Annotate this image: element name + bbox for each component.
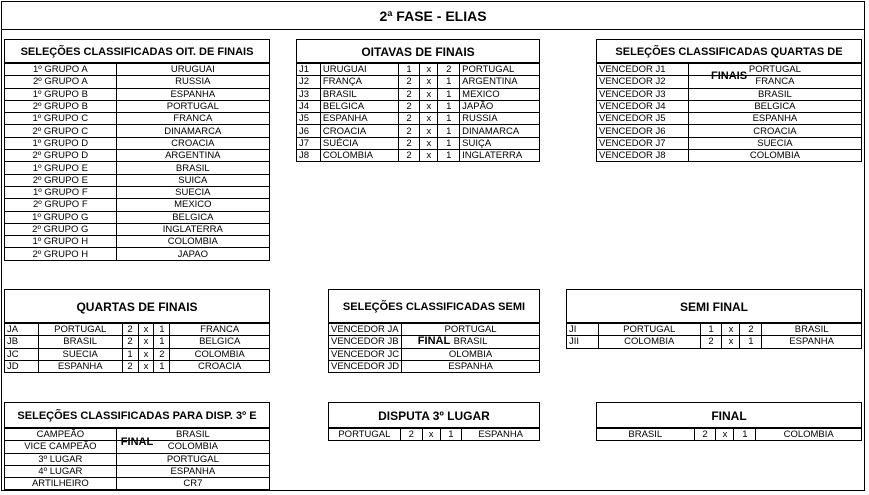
table-row	[5, 137, 270, 149]
match-home-score: 2	[122, 360, 138, 372]
match-id: JI	[567, 324, 599, 336]
page-title: 2ª FASE - ELIAS	[2, 3, 864, 30]
team-name: MEXICO	[116, 199, 269, 211]
team-name: BRASIL	[688, 88, 861, 100]
match-away: JAPÃO	[460, 100, 540, 112]
team-name: ESPANHA	[116, 465, 269, 477]
team-name: COLOMBIA	[116, 441, 269, 453]
match-home-score: 2	[398, 88, 420, 100]
table-row	[5, 100, 270, 112]
team-name: INGLATERRA	[116, 223, 269, 235]
winner-label: VENCEDOR J5	[597, 113, 689, 125]
winner-label: VENCEDOR J3	[597, 88, 689, 100]
match-away: RUSSIA	[460, 113, 540, 125]
placement-label: CAMPEÃO	[5, 429, 117, 441]
group-position: 2º GRUPO A	[5, 76, 117, 88]
team-name: PORTUGAL	[688, 64, 861, 76]
match-home-score: 2	[700, 336, 722, 348]
match-id: J5	[297, 113, 321, 125]
group-position: 1º GRUPO E	[5, 162, 117, 174]
semi-final-panel	[566, 289, 862, 349]
group-position: 2º GRUPO G	[5, 223, 117, 235]
match-home: FRANÇA	[320, 76, 398, 88]
table-row	[5, 125, 270, 137]
match-away-score: 1	[438, 125, 460, 137]
table-row	[5, 348, 270, 360]
match-id: J7	[297, 137, 321, 149]
match-away: COLOMBIA	[756, 429, 862, 441]
placement-label: 3º LUGAR	[5, 453, 117, 465]
match-versus: x	[138, 348, 154, 360]
table-row	[5, 199, 270, 211]
team-name: BRASIL	[116, 162, 269, 174]
team-name: SUICA	[116, 174, 269, 186]
table-row	[597, 125, 862, 137]
winner-label: VENCEDOR JD	[329, 360, 402, 372]
table-row	[597, 137, 862, 149]
quarter-finals-table	[4, 323, 270, 373]
table-row	[597, 88, 862, 100]
quarter-finals-title: QUARTAS DE FINAIS	[4, 289, 270, 323]
group-qualified-panel	[4, 39, 270, 261]
semi-final-table	[566, 323, 862, 349]
team-name: BRASIL	[402, 336, 540, 348]
match-home-score: 2	[122, 336, 138, 348]
group-position: 2º GRUPO B	[5, 100, 117, 112]
group-position: 1º GRUPO G	[5, 211, 117, 223]
match-home-score: 2	[398, 125, 420, 137]
match-home-score: 2	[398, 76, 420, 88]
match-home: PORTUGAL	[329, 429, 401, 441]
round-of-16-table	[296, 63, 540, 162]
placement-label: 4º LUGAR	[5, 465, 117, 477]
team-name: ARGENTINA	[116, 150, 269, 162]
table-row	[5, 150, 270, 162]
match-versus: x	[138, 324, 154, 336]
match-away: ESPANHA	[762, 336, 862, 348]
qf-qualified-panel	[596, 39, 862, 162]
table-row	[297, 88, 540, 100]
match-home-score: 2	[694, 429, 716, 441]
match-away: BELGICA	[170, 336, 270, 348]
group-position: 2º GRUPO E	[5, 174, 117, 186]
table-row	[567, 336, 862, 348]
group-position: 2º GRUPO F	[5, 199, 117, 211]
winner-label: VENCEDOR J4	[597, 100, 689, 112]
third-place-table	[328, 428, 540, 441]
match-away-score: 1	[438, 137, 460, 149]
team-name: DINAMARCA	[116, 125, 269, 137]
team-name: CROACIA	[688, 125, 861, 137]
table-row	[5, 336, 270, 348]
table-row	[5, 76, 270, 88]
table-row	[5, 113, 270, 125]
match-home: PORTUGAL	[38, 324, 122, 336]
match-versus: x	[420, 76, 438, 88]
team-name: ESPANHA	[402, 360, 540, 372]
match-versus: x	[722, 336, 740, 348]
match-away-score: 1	[440, 429, 462, 441]
team-name: BRASIL	[116, 429, 269, 441]
table-row	[5, 223, 270, 235]
table-row	[5, 162, 270, 174]
winner-label: VENCEDOR J1	[597, 64, 689, 76]
group-position: 1º GRUPO H	[5, 236, 117, 248]
table-row	[297, 113, 540, 125]
match-away: DINAMARCA	[460, 125, 540, 137]
quarter-finals-panel	[4, 289, 270, 373]
match-home: BELGICA	[320, 100, 398, 112]
match-away: MEXICO	[460, 88, 540, 100]
match-away-score: 2	[438, 64, 460, 76]
match-away: ARGENTINA	[460, 76, 540, 88]
table-row	[567, 324, 862, 336]
team-name: CR7	[116, 478, 269, 490]
match-away: ESPANHA	[462, 429, 540, 441]
team-name: FRANCA	[688, 76, 861, 88]
match-home: ESPANHA	[38, 360, 122, 372]
match-home: BRASIL	[38, 336, 122, 348]
team-name: ESPANHA	[688, 113, 861, 125]
match-versus: x	[420, 88, 438, 100]
match-away-score: 1	[438, 100, 460, 112]
match-away: FRANCA	[170, 324, 270, 336]
winner-label: VENCEDOR J2	[597, 76, 689, 88]
table-row	[5, 324, 270, 336]
match-id: J4	[297, 100, 321, 112]
match-home-score: 2	[398, 137, 420, 149]
match-home-score: 1	[700, 324, 722, 336]
match-away: INGLATERRA	[460, 150, 540, 162]
placement-label: VICE CAMPEÃO	[5, 441, 117, 453]
match-home: BRASIL	[320, 88, 398, 100]
table-row	[297, 125, 540, 137]
group-position: 1º GRUPO C	[5, 113, 117, 125]
match-home: PORTUGAL	[598, 324, 700, 336]
match-away-score: 2	[154, 348, 170, 360]
winner-label: VENCEDOR JB	[329, 336, 402, 348]
group-position: 1º GRUPO A	[5, 64, 117, 76]
team-name: BELGICA	[688, 100, 861, 112]
match-home-score: 2	[122, 324, 138, 336]
final-qualified-title: SELEÇÕES CLASSIFICADAS PARA DISP. 3º E FINAL	[4, 402, 270, 428]
group-position: 2º GRUPO C	[5, 125, 117, 137]
table-row	[5, 236, 270, 248]
table-row	[5, 88, 270, 100]
group-position: 1º GRUPO B	[5, 88, 117, 100]
match-home-score: 2	[400, 429, 422, 441]
table-row	[597, 100, 862, 112]
match-versus: x	[420, 100, 438, 112]
table-row	[297, 64, 540, 76]
match-id: J1	[297, 64, 321, 76]
group-position: 2º GRUPO D	[5, 150, 117, 162]
table-row	[5, 248, 270, 260]
group-qualified-title: SELEÇÕES CLASSIFICADAS OIT. DE FINAIS	[4, 39, 270, 63]
group-position: 1º GRUPO F	[5, 186, 117, 198]
match-away: COLOMBIA	[170, 348, 270, 360]
team-name: URUGUAI	[116, 64, 269, 76]
team-name: CROACIA	[116, 137, 269, 149]
winner-label: VENCEDOR JC	[329, 348, 402, 360]
team-name: PORTUGAL	[116, 453, 269, 465]
sf-qualified-title: SELEÇÕES CLASSIFICADAS SEMI FINAL	[328, 289, 540, 323]
match-home: CROACIA	[320, 125, 398, 137]
match-id: JD	[5, 360, 39, 372]
team-name: COLOMBIA	[116, 236, 269, 248]
match-away-score: 1	[438, 113, 460, 125]
match-home: SUECIA	[38, 348, 122, 360]
match-away-score: 1	[734, 429, 756, 441]
final-title: FINAL	[596, 402, 862, 428]
team-name: PORTUGAL	[402, 324, 540, 336]
group-position: 2º GRUPO H	[5, 248, 117, 260]
sf-qualified-panel	[328, 289, 540, 373]
final-table	[596, 428, 862, 441]
match-home-score: 2	[398, 113, 420, 125]
match-away-score: 1	[154, 336, 170, 348]
final-row	[597, 429, 862, 441]
match-id: J2	[297, 76, 321, 88]
match-id: J3	[297, 88, 321, 100]
group-position: 1º GRUPO D	[5, 137, 117, 149]
match-versus: x	[138, 336, 154, 348]
winner-label: VENCEDOR J8	[597, 150, 689, 162]
table-row	[5, 465, 270, 477]
table-row	[597, 113, 862, 125]
match-home: ESPANHA	[320, 113, 398, 125]
match-away-score: 1	[740, 336, 762, 348]
match-home: COLOMBIA	[320, 150, 398, 162]
final-panel	[596, 402, 862, 441]
match-versus: x	[716, 429, 734, 441]
final-qualified-panel	[4, 402, 270, 490]
match-home: URUGUAI	[320, 64, 398, 76]
match-away-score: 1	[438, 76, 460, 88]
table-row	[5, 186, 270, 198]
match-home-score: 1	[122, 348, 138, 360]
match-away-score: 1	[438, 150, 460, 162]
third-place-row	[329, 429, 540, 441]
match-home-score: 2	[398, 150, 420, 162]
team-name: PORTUGAL	[116, 100, 269, 112]
winner-label: VENCEDOR J6	[597, 125, 689, 137]
table-row	[597, 150, 862, 162]
match-home-score: 2	[398, 100, 420, 112]
match-versus: x	[420, 150, 438, 162]
table-row	[297, 137, 540, 149]
match-versus: x	[138, 360, 154, 372]
table-row	[5, 211, 270, 223]
team-name: BELGICA	[116, 211, 269, 223]
table-row	[5, 64, 270, 76]
table-row	[297, 150, 540, 162]
match-away-score: 1	[154, 360, 170, 372]
match-away-score: 1	[438, 88, 460, 100]
team-name: OLOMBIA	[402, 348, 540, 360]
table-row	[329, 360, 540, 372]
match-versus: x	[422, 429, 440, 441]
winner-label: VENCEDOR JA	[329, 324, 402, 336]
third-place-panel	[328, 402, 540, 441]
match-home-score: 1	[398, 64, 420, 76]
match-home: BRASIL	[597, 429, 695, 441]
match-id: JII	[567, 336, 599, 348]
match-versus: x	[420, 125, 438, 137]
match-id: JC	[5, 348, 39, 360]
match-versus: x	[420, 113, 438, 125]
match-versus: x	[420, 64, 438, 76]
table-row	[297, 76, 540, 88]
semi-final-title: SEMI FINAL	[566, 289, 862, 323]
third-place-title: DISPUTA 3º LUGAR	[328, 402, 540, 428]
winner-label: VENCEDOR J7	[597, 137, 689, 149]
match-away: CROACIA	[170, 360, 270, 372]
placement-label: ARTILHEIRO	[5, 478, 117, 490]
match-id: J6	[297, 125, 321, 137]
match-away: BRASIL	[762, 324, 862, 336]
table-row	[297, 100, 540, 112]
match-away-score: 1	[154, 324, 170, 336]
match-home: SUÉCIA	[320, 137, 398, 149]
team-name: JAPAO	[116, 248, 269, 260]
team-name: SUECIA	[116, 186, 269, 198]
match-versus: x	[722, 324, 740, 336]
team-name: FRANCA	[116, 113, 269, 125]
group-qualified-table	[4, 63, 270, 261]
team-name: COLOMBIA	[688, 150, 861, 162]
match-away: PORTUGAL	[460, 64, 540, 76]
match-id: J8	[297, 150, 321, 162]
team-name: RUSSIA	[116, 76, 269, 88]
table-row	[5, 478, 270, 490]
round-of-16-title: OITAVAS DE FINAIS	[296, 39, 540, 63]
match-versus: x	[420, 137, 438, 149]
round-of-16-panel	[296, 39, 540, 162]
match-id: JB	[5, 336, 39, 348]
match-home: COLOMBIA	[598, 336, 700, 348]
table-row	[5, 360, 270, 372]
match-away-score: 2	[740, 324, 762, 336]
qf-qualified-title: SELEÇÕES CLASSIFICADAS QUARTAS DE FINAIS	[596, 39, 862, 63]
team-name: SUECIA	[688, 137, 861, 149]
table-row	[5, 174, 270, 186]
match-away: SUIÇA	[460, 137, 540, 149]
team-name: ESPANHA	[116, 88, 269, 100]
match-id: JA	[5, 324, 39, 336]
